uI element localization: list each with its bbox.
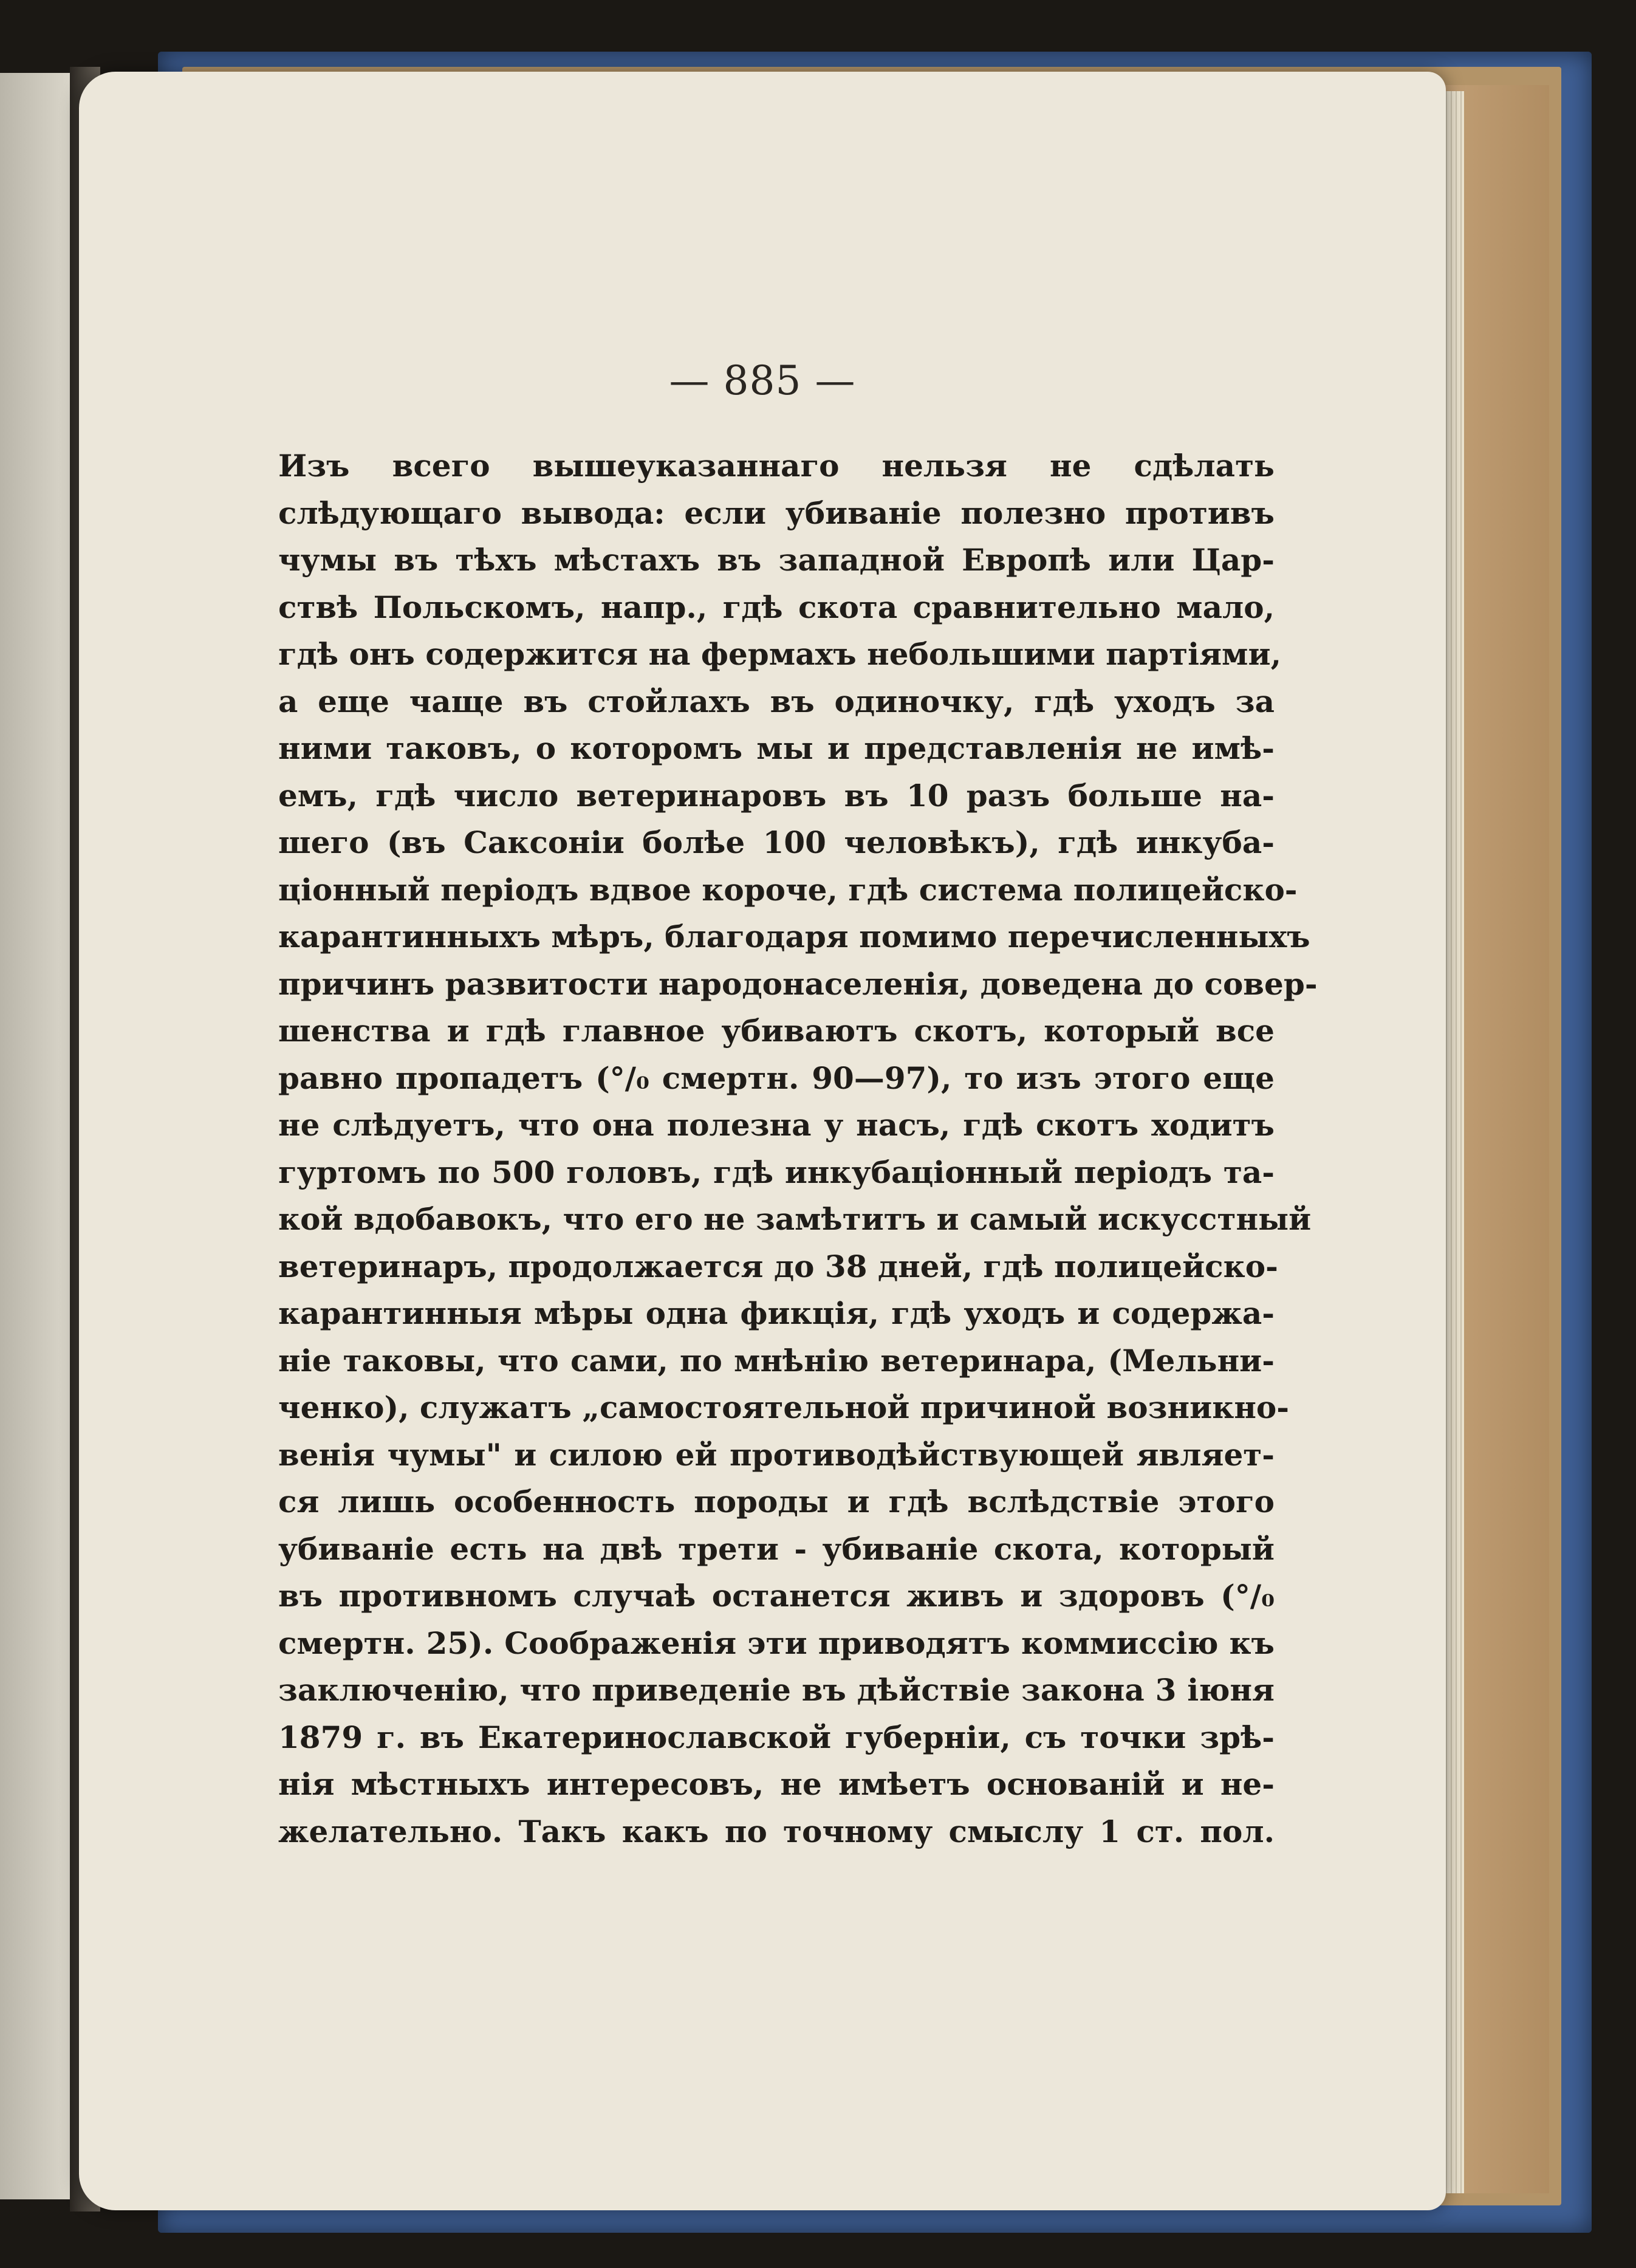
text-line: шенства и гдѣ главное убиваютъ скотъ, который все <box>278 1013 1275 1049</box>
page-number: — 885 — <box>669 357 856 404</box>
text-line: ніе таковы, что сами, по мнѣнію ветеринара, (Мельни- <box>278 1342 1275 1379</box>
book-page <box>79 72 1446 2210</box>
text-line: желательно. Такъ какъ по точному смыслу 1 ст. пол. <box>278 1813 1275 1849</box>
text-line: гдѣ онъ содержится на фермахъ небольшими партіями, <box>278 636 1281 672</box>
text-line: карантинныя мѣры одна фикція, гдѣ уходъ и содержа- <box>278 1295 1275 1331</box>
text-line: ствѣ Польскомъ, напр., гдѣ скота сравнительно мало, <box>278 589 1275 625</box>
text-line: гуртомъ по 500 головъ, гдѣ инкубаціонный періодъ та- <box>278 1154 1275 1190</box>
text-line: 1879 г. въ Екатеринославской губерніи, съ точки зрѣ- <box>278 1719 1275 1755</box>
text-line: равно пропадетъ (°/₀ смертн. 90—97), то изъ этого еще <box>278 1060 1275 1096</box>
text-line: ся лишь особенность породы и гдѣ вслѣдствіе этого <box>278 1484 1275 1519</box>
text-line: Изъ всего вышеуказаннаго нельзя не сдѣлать <box>278 448 1275 484</box>
text-line: шего (въ Саксоніи болѣе 100 человѣкъ), гдѣ инкуба- <box>278 824 1275 860</box>
text-line: ченко), служатъ „самостоятельной причиной возникно- <box>278 1389 1290 1425</box>
text-line: слѣдующаго вывода: если убиваніе полезно противъ <box>278 495 1275 531</box>
text-line: кой вдобавокъ, что его не замѣтитъ и самый искусстный <box>278 1201 1312 1237</box>
text-line: заключенію, что приведеніе въ дѣйствіе закона 3 іюня <box>278 1672 1275 1708</box>
text-line: причинъ развитости народонаселенія, доведена до совер- <box>278 965 1318 1002</box>
text-line: ветеринаръ, продолжается до 38 дней, гдѣ полицейско- <box>278 1248 1278 1284</box>
text-line: венія чумы" и силою ей противодѣйствующей являет- <box>278 1436 1275 1473</box>
text-line: смертн. 25). Соображенія эти приводятъ коммиссію къ <box>278 1625 1275 1661</box>
text-line: нія мѣстныхъ интересовъ, не имѣетъ основаній и не- <box>278 1766 1275 1802</box>
text-line: чумы въ тѣхъ мѣстахъ въ западной Европѣ или Цар- <box>278 542 1275 578</box>
text-line: въ противномъ случаѣ останется живъ и здоровъ (°/₀ <box>278 1578 1275 1614</box>
text-line: не слѣдуетъ, что она полезна у насъ, гдѣ скотъ ходитъ <box>278 1107 1275 1143</box>
text-line: убиваніе есть на двѣ трети - убиваніе скота, который <box>278 1530 1275 1567</box>
text-line: а еще чаще въ стойлахъ въ одиночку, гдѣ уходъ за <box>278 683 1275 719</box>
text-line: емъ, гдѣ число ветеринаровъ въ 10 разъ больше на- <box>278 777 1275 814</box>
text-line: карантинныхъ мѣръ, благодаря помимо перечисленныхъ <box>278 919 1310 954</box>
text-line: ціонный періодъ вдвое короче, гдѣ система полицейско- <box>278 871 1298 908</box>
body-text <box>278 442 1318 1855</box>
text-line: ними таковъ, о которомъ мы и представленія не имѣ- <box>278 730 1275 766</box>
